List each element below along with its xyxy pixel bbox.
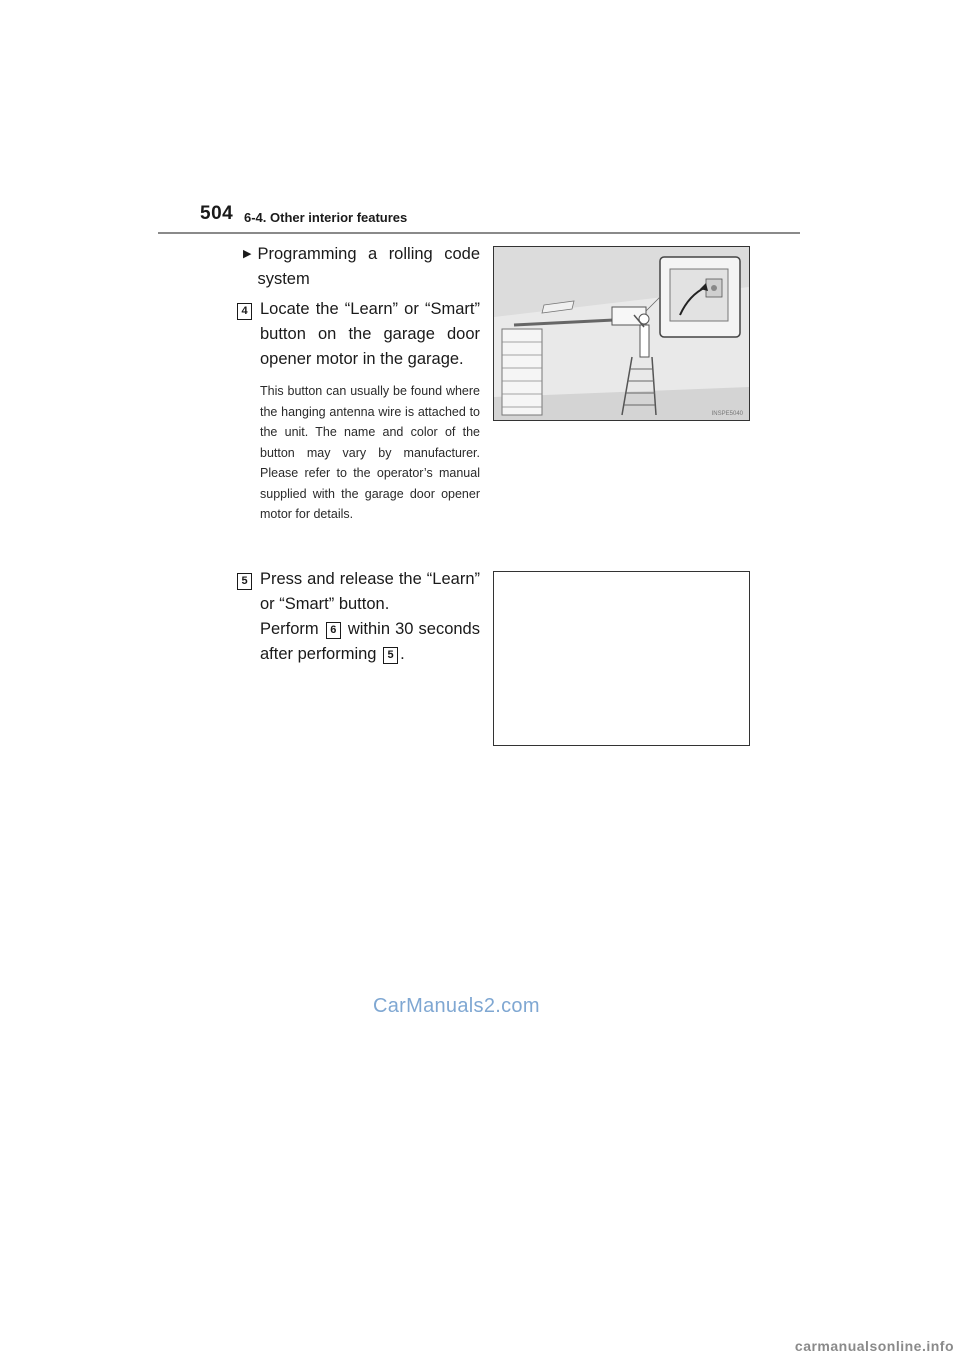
garage-scene-svg xyxy=(494,247,749,420)
perform-suffix: . xyxy=(400,645,405,663)
section-title: 6-4. Other interior features xyxy=(244,210,408,225)
step-5-perform xyxy=(260,617,480,667)
step-4-text: Locate the “Learn” or “Smart” button on the garage door opener motor in the garage. xyxy=(260,300,480,368)
sub-heading-text: Programming a rolling code system xyxy=(257,245,480,288)
step-5-line: Press and release the “Learn” or “Smart” button. xyxy=(260,570,480,613)
sub-heading xyxy=(243,242,480,292)
footer-watermark: carmanualsonline.info xyxy=(794,1338,954,1354)
step-6-ref-badge: 6 xyxy=(326,622,341,639)
perform-prefix: Perform xyxy=(260,620,319,638)
page-number: 504 xyxy=(200,203,234,224)
perform-mid: within 30 seconds after performing xyxy=(260,620,480,663)
garage-opener-illustration xyxy=(493,246,750,421)
watermark-carmanuals2: CarManuals2.com xyxy=(373,995,540,1017)
header-divider xyxy=(158,232,800,234)
step-4-badge: 4 xyxy=(237,303,252,320)
step-4-note: This button can usually be found where the hanging antenna wire is attached to the unit. The name and color of the button may vary by manufacturer. Please refer to the operator’s manual supplied with the garage door opener motor for details. xyxy=(260,384,480,521)
step-5-badge: 5 xyxy=(237,573,252,590)
empty-figure-frame xyxy=(493,571,750,746)
figure-code: INSPE5040 xyxy=(711,411,743,417)
step-5-ref-badge: 5 xyxy=(383,647,398,664)
triangle-marker-icon: ▶ xyxy=(243,248,252,260)
step-5-text xyxy=(260,567,480,667)
